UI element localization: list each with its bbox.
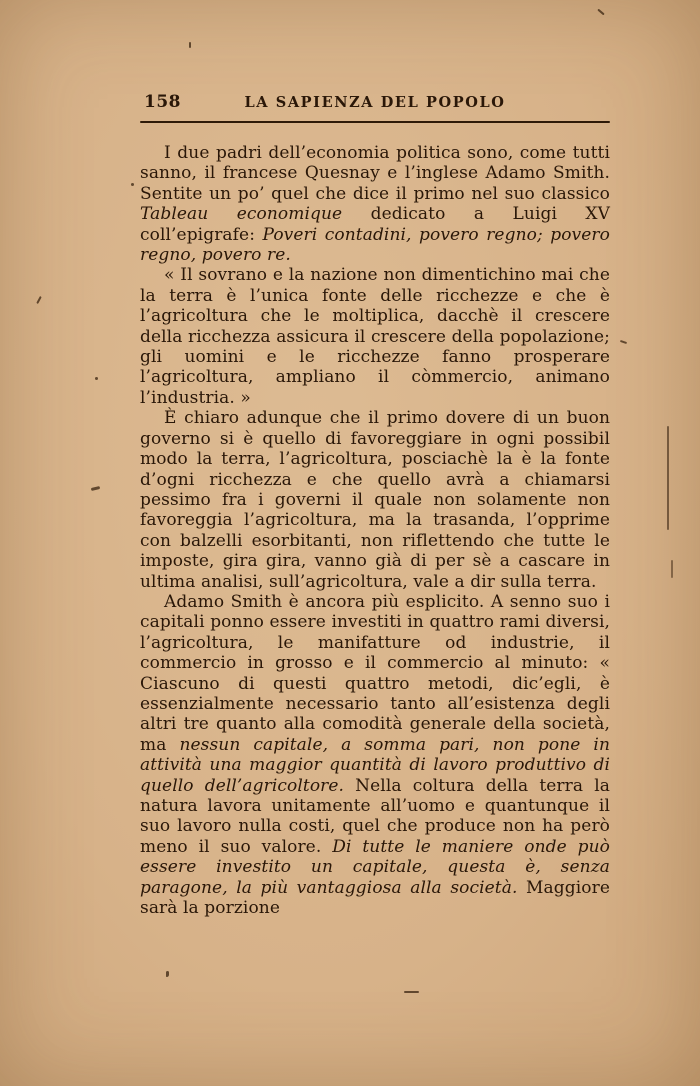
paragraph bbox=[140, 143, 610, 265]
ink-speck bbox=[166, 971, 169, 977]
italic-run: Poveri contadini, povero regno; povero regno, povero re. bbox=[140, 224, 610, 266]
italic-run: nessun capitale, a somma pari, non pone in attività una maggior quantità di lavoro produttivo di quello dell’agricoltore. bbox=[140, 734, 611, 796]
ink-speck bbox=[597, 9, 604, 16]
header-rule bbox=[140, 121, 610, 123]
page-number: 158 bbox=[144, 92, 181, 112]
text-run: È chiaro adunque che il primo dovere di un buon governo si è quello di favoreggiare in ogni possibil modo la terra, l’agricoltura, posciachè la è la fonte d’ogni ricchezza e che quello avrà a chiamarsi pessimo fra i governi il quale non solamente non favoreggia l’agricoltura, ma la trasanda, l’opprime con balzelli esorbitanti, non riflettendo che tutte le imposte, gira gira, vanno già di per sè a cascare in ultima analisi, sull’agricoltura, vale a dir sulla terra. bbox=[140, 408, 610, 592]
ink-speck bbox=[671, 560, 673, 578]
ink-speck bbox=[667, 426, 669, 530]
page-header bbox=[140, 92, 610, 114]
text-run: « Il sovrano e la nazione non dimentichino mai che la terra è l’unica fonte delle ricchezze e che è l’agricoltura che le moltiplica, dacchè il crescere della ricchezza assicura il crescere della popolazione; gli uomini e le ricchezze fanno prosperare l’agricoltura, ampliano il còmmercio, animano l’industria. » bbox=[140, 265, 610, 408]
text-run: Maggiore sarà la porzione bbox=[140, 877, 610, 919]
text-column bbox=[140, 92, 610, 918]
text-run: I due padri dell’economia politica sono, come tutti sanno, il francese Quesnay e l’inglese Adamo Smith. Sentite un po’ quel che dice il primo nel suo classico bbox=[140, 143, 610, 204]
text-run: dedicato a Luigi XV coll’epigrafe: bbox=[140, 204, 610, 245]
italic-run: Tableau economique bbox=[140, 204, 343, 225]
italic-run: Di tutte le maniere onde può essere investito un capitale, questa è, senza paragone, la più vantaggiosa alla società. bbox=[140, 836, 611, 898]
ink-speck bbox=[95, 377, 98, 380]
ink-speck bbox=[404, 991, 419, 993]
ink-speck bbox=[189, 42, 191, 48]
ink-speck bbox=[620, 340, 627, 344]
paragraph bbox=[140, 265, 610, 408]
page-body bbox=[140, 143, 610, 918]
paragraph bbox=[140, 592, 610, 919]
text-run: Nella coltura della terra la natura lavora unitamente all’uomo e quantunque il suo lavoro nulla costi, quel che produce non ha però meno il suo valore. bbox=[140, 775, 610, 857]
ink-speck bbox=[36, 296, 42, 304]
text-run: Adamo Smith è ancora più esplicito. A senno suo i capitali ponno essere investiti in quattro rami diversi, l’agricoltura, le manifatture od industrie, il commercio in grosso e il commercio al minuto: « Ciascuno di questi quattro metodi, dic’egli, è essenzialmente necessario tanto all’esistenza degli altri tre quanto alla comodità generale della società, ma bbox=[140, 591, 610, 755]
ink-speck bbox=[91, 486, 100, 491]
running-title: LA SAPIENZA DEL POPOLO bbox=[244, 94, 506, 111]
ink-speck bbox=[131, 183, 134, 186]
paragraph bbox=[140, 408, 610, 592]
